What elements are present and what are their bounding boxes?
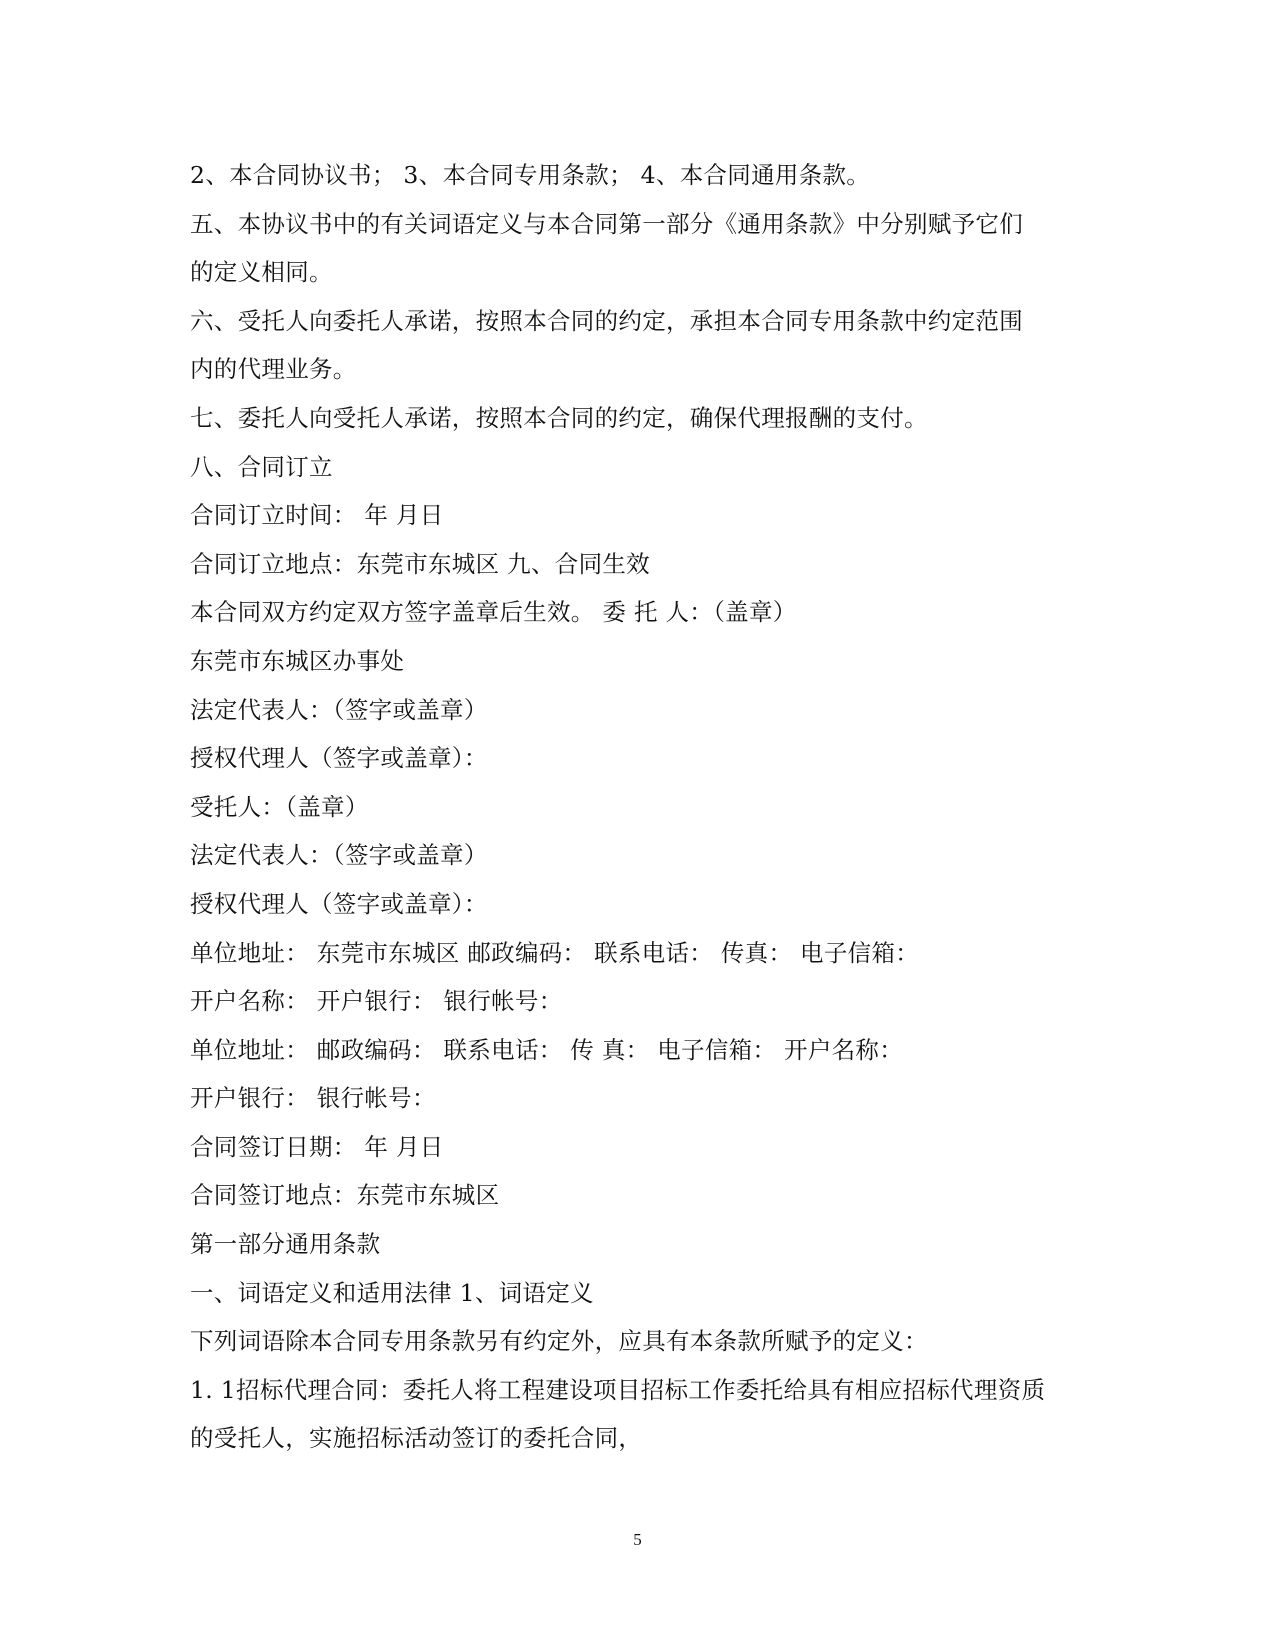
text-line: 合同订立地点：东莞市东城区 九、合同生效	[190, 549, 650, 578]
document-body	[190, 151, 1090, 1463]
section-heading: 第一部分通用条款	[190, 1230, 381, 1259]
signature-field: 受托人：（盖章）	[190, 792, 369, 821]
text-line: 内的代理业务。	[190, 355, 357, 384]
signature-field: 法定代表人：（签字或盖章）	[190, 695, 488, 724]
text-line: 七、委托人向受托人承诺，按照本合同的约定，确保代理报酬的支付。	[190, 403, 928, 432]
text-line: 的定义相同。	[190, 258, 333, 287]
text-line: 1. 1招标代理合同：委托人将工程建设项目招标工作委托给具有相应招标代理资质	[190, 1375, 1046, 1404]
contact-info-line: 单位地址： 邮政编码： 联系电话： 传 真： 电子信箱： 开户名称：	[190, 1035, 904, 1064]
text-line: 合同签订地点：东莞市东城区	[190, 1181, 500, 1210]
section-heading: 一、词语定义和适用法律 1、词语定义	[190, 1278, 594, 1307]
text-line: 东莞市东城区办事处	[190, 646, 405, 675]
text-line: 的受托人，实施招标活动签订的委托合同，	[190, 1424, 643, 1453]
signature-field: 法定代表人：（签字或盖章）	[190, 841, 488, 870]
text-line: 本合同双方约定双方签字盖章后生效。 委 托 人：（盖章）	[190, 598, 797, 627]
bank-info-line: 开户银行： 银行帐号：	[190, 1084, 436, 1113]
text-line: 2、本合同协议书； 3、本合同专用条款； 4、本合同通用条款。	[190, 161, 871, 189]
bank-info-line: 开户名称： 开户银行： 银行帐号：	[190, 987, 563, 1016]
text-line: 合同签订日期： 年 月日	[190, 1132, 444, 1161]
text-line: 五、本协议书中的有关词语定义与本合同第一部分《通用条款》中分别赋予它们	[190, 209, 1023, 238]
signature-field: 授权代理人（签字或盖章）：	[190, 744, 488, 773]
text-line: 下列词语除本合同专用条款另有约定外，应具有本条款所赋予的定义：	[190, 1327, 928, 1356]
text-line: 合同订立时间： 年 月日	[190, 501, 444, 530]
contact-info-line: 单位地址： 东莞市东城区 邮政编码： 联系电话： 传真： 电子信箱：	[190, 938, 920, 967]
section-heading: 八、合同订立	[190, 452, 333, 481]
signature-field: 授权代理人（签字或盖章）：	[190, 889, 488, 918]
page-number: 5	[633, 1530, 642, 1549]
text-line: 六、受托人向委托人承诺，按照本合同的约定，承担本合同专用条款中约定范围	[190, 306, 1023, 335]
